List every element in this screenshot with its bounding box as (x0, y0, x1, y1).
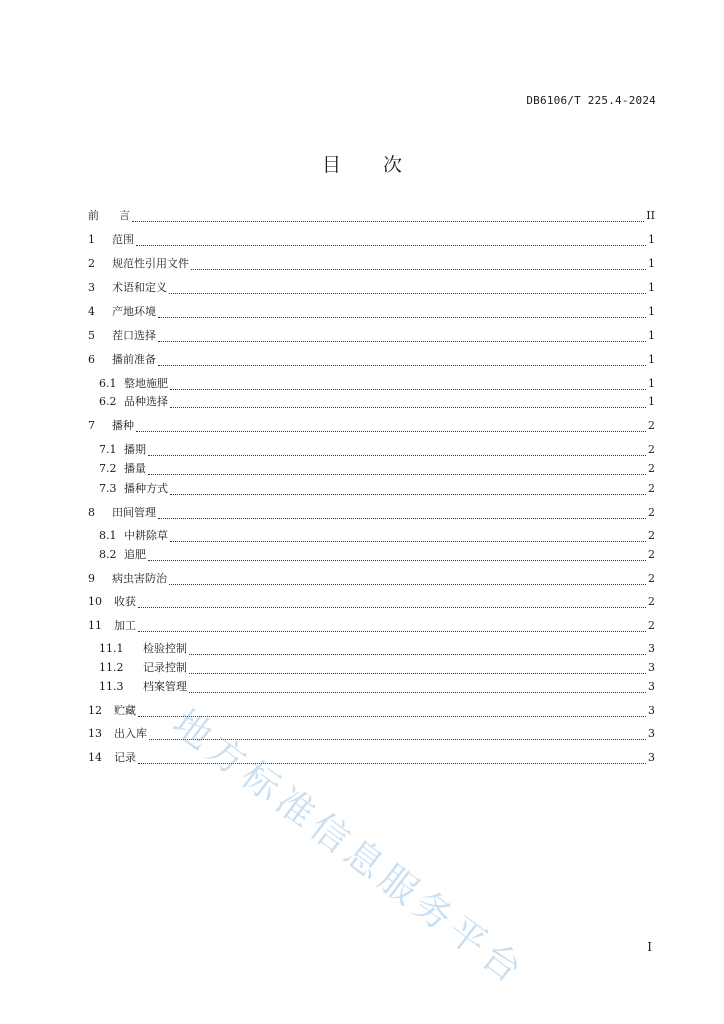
dot-leader (138, 607, 646, 608)
toc-entry-label: 档案管理 (143, 680, 187, 693)
toc-entry-number: 1 (88, 233, 95, 246)
toc-entry-label: 规范性引用文件 (112, 257, 189, 270)
toc-entry[interactable] (88, 351, 655, 369)
toc-entry-label: 加工 (114, 619, 136, 632)
toc-entry-label: 术语和定义 (112, 281, 167, 294)
toc-entry-number: 7.1 (99, 443, 117, 456)
toc-entry-number: 11.2 (99, 661, 124, 674)
dot-leader (158, 518, 646, 519)
dot-leader (138, 763, 646, 764)
toc-entry-label: 品种选择 (124, 395, 168, 408)
toc-entry-label: 记录控制 (143, 661, 187, 674)
toc-entry-number: 7.3 (99, 482, 117, 495)
toc-entry-page: 3 (648, 704, 655, 717)
toc-entry[interactable] (99, 527, 655, 545)
toc-entry-number: 6.1 (99, 377, 117, 390)
toc-entry-label: 茬口选择 (112, 329, 156, 342)
toc-entry[interactable] (88, 303, 655, 321)
toc-entry-number: 6 (88, 353, 95, 366)
toc-entry[interactable] (99, 480, 655, 498)
toc-entry[interactable] (99, 546, 655, 564)
toc-entry[interactable] (88, 617, 655, 635)
toc-entry[interactable] (88, 702, 655, 720)
toc-entry-page: 2 (648, 482, 655, 495)
dot-leader (170, 541, 646, 542)
toc-entry[interactable] (88, 593, 655, 611)
toc-entry-page: 1 (648, 395, 655, 408)
dot-leader (189, 654, 646, 655)
dot-leader (138, 631, 646, 632)
dot-leader (136, 431, 646, 432)
dot-leader (148, 474, 646, 475)
toc-entry[interactable] (99, 678, 655, 696)
toc-entry-label: 播前准备 (112, 353, 156, 366)
dot-leader (191, 269, 646, 270)
toc-entry-page: 1 (648, 257, 655, 270)
toc-entry-label: 播种方式 (124, 482, 168, 495)
dot-leader (170, 407, 646, 408)
toc-entry-label: 检验控制 (143, 642, 187, 655)
toc-entry-number: 12 (88, 704, 102, 717)
toc-entry-number: 4 (88, 305, 95, 318)
toc-entry[interactable] (88, 417, 655, 435)
toc-entry-label: 播种 (112, 419, 134, 432)
toc-entry-page: II (646, 209, 655, 222)
toc-entry-label: 收获 (114, 595, 136, 608)
dot-leader (189, 673, 646, 674)
toc-entry-number: 7 (88, 419, 95, 432)
dot-leader (170, 389, 646, 390)
toc-entry[interactable] (88, 207, 655, 225)
toc-entry-label: 范围 (112, 233, 134, 246)
toc-entry-number: 6.2 (99, 395, 117, 408)
toc-entry-page: 1 (648, 233, 655, 246)
toc-entry[interactable] (88, 279, 655, 297)
toc-entry-label: 贮藏 (114, 704, 136, 717)
toc-entry-page: 2 (648, 462, 655, 475)
toc-entry-page: 2 (648, 419, 655, 432)
toc-entry-page: 1 (648, 281, 655, 294)
dot-leader (148, 455, 646, 456)
toc-entry-page: 2 (648, 443, 655, 456)
toc-entry-number: 3 (88, 281, 95, 294)
toc-entry-label: 播期 (124, 443, 146, 456)
toc-entry-number: 8 (88, 506, 95, 519)
toc-entry-page: 2 (648, 506, 655, 519)
dot-leader (158, 317, 646, 318)
page-number: I (647, 940, 652, 954)
toc-entry-number: 9 (88, 572, 95, 585)
dot-leader (169, 293, 646, 294)
dot-leader (136, 245, 646, 246)
toc-entry-number: 8.1 (99, 529, 117, 542)
toc-entry-label: 追肥 (124, 548, 146, 561)
dot-leader (138, 716, 646, 717)
dot-leader (170, 494, 646, 495)
page-title: 目 次 (321, 154, 421, 176)
dot-leader (169, 584, 646, 585)
toc-entry-label: 产地环境 (112, 305, 156, 318)
toc-entry-label: 整地施肥 (124, 377, 168, 390)
toc-entry-page: 2 (648, 529, 655, 542)
toc-entry-page: 3 (648, 642, 655, 655)
toc-entry[interactable] (88, 749, 655, 767)
toc-entry[interactable] (99, 460, 655, 478)
toc-entry-label: 出入库 (114, 727, 147, 740)
toc-entry-page: 3 (648, 727, 655, 740)
toc-entry-number: 13 (88, 727, 102, 740)
toc-entry[interactable] (99, 441, 655, 459)
dot-leader (189, 692, 646, 693)
toc-entry-page: 1 (648, 353, 655, 366)
toc-entry-number: 14 (88, 751, 102, 764)
toc-entry-page: 1 (648, 329, 655, 342)
dot-leader (158, 365, 646, 366)
toc-entry-number: 11.1 (99, 642, 124, 655)
toc-entry-page: 1 (648, 305, 655, 318)
toc-entry[interactable] (88, 504, 655, 522)
dot-leader (132, 221, 644, 222)
toc-entry-label: 言 (119, 209, 130, 222)
toc-entry[interactable] (88, 231, 655, 249)
toc-entry-page: 2 (648, 572, 655, 585)
toc-entry-label: 记录 (114, 751, 136, 764)
toc-entry-page: 1 (648, 377, 655, 390)
toc-entry-label: 播量 (124, 462, 146, 475)
toc-entry-number: 前 (88, 209, 99, 222)
dot-leader (149, 739, 646, 740)
toc-entry-page: 2 (648, 595, 655, 608)
toc-entry-number: 11.3 (99, 680, 124, 693)
toc-entry[interactable] (88, 570, 655, 588)
dot-leader (158, 341, 646, 342)
toc-entry-page: 3 (648, 661, 655, 674)
watermark: 地方标准信息服务平台 (164, 701, 534, 995)
toc-entry[interactable] (99, 640, 655, 658)
toc-entry-page: 3 (648, 751, 655, 764)
toc-entry-page: 3 (648, 680, 655, 693)
toc-entry-number: 10 (88, 595, 102, 608)
document-code: DB6106/T 225.4-2024 (526, 94, 656, 107)
toc-entry[interactable] (88, 327, 655, 345)
dot-leader (148, 560, 646, 561)
toc-entry-number: 8.2 (99, 548, 117, 561)
toc-entry-number: 11 (88, 619, 102, 632)
toc-entry[interactable] (88, 725, 655, 743)
toc-entry-label: 中耕除草 (124, 529, 168, 542)
toc-entry-page: 2 (648, 619, 655, 632)
toc-entry[interactable] (99, 659, 655, 677)
toc-entry-number: 7.2 (99, 462, 117, 475)
toc-entry-number: 2 (88, 257, 95, 270)
toc-entry[interactable] (88, 255, 655, 273)
toc-entry[interactable] (99, 375, 655, 393)
toc-entry-label: 田间管理 (112, 506, 156, 519)
toc-entry-number: 5 (88, 329, 95, 342)
toc-entry-label: 病虫害防治 (112, 572, 167, 585)
toc-entry-page: 2 (648, 548, 655, 561)
toc-entry[interactable] (99, 393, 655, 411)
